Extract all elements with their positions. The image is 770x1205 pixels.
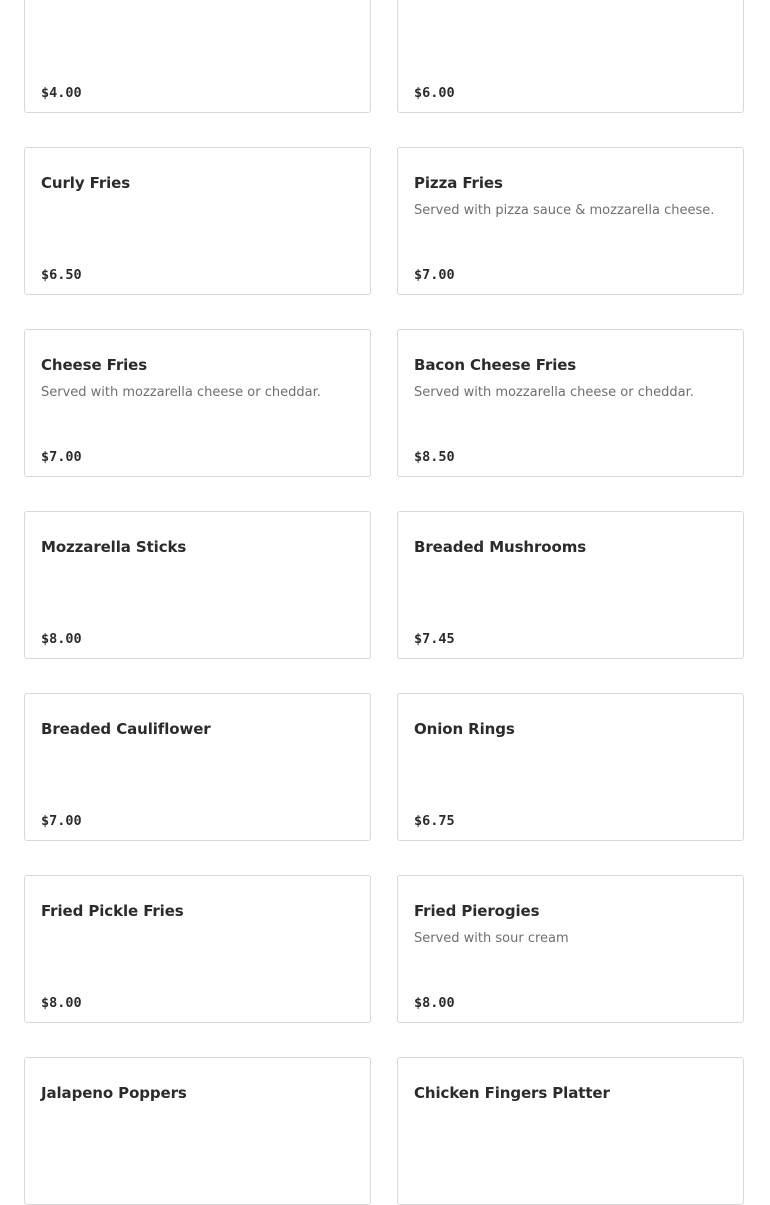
- menu-item-description: Served with sour cream: [414, 931, 569, 946]
- menu-item-card[interactable]: [24, 1057, 371, 1205]
- menu-item-price: $8.00: [41, 631, 82, 647]
- menu-item-name: Pizza Fries: [414, 174, 503, 192]
- menu-item-card[interactable]: [397, 1057, 744, 1205]
- menu-item-name: Breaded Mushrooms: [414, 538, 587, 556]
- menu-item-name: Mozzarella Sticks: [41, 538, 187, 556]
- menu-item-card[interactable]: [397, 329, 744, 477]
- menu-item-price: $6.00: [414, 85, 455, 101]
- menu-item-name: Jalapeno Poppers: [41, 1084, 187, 1102]
- menu-item-description: Served with mozzarella cheese or cheddar.: [41, 385, 321, 400]
- menu-item-description: Served with mozzarella cheese or cheddar.: [414, 385, 694, 400]
- menu-item-card[interactable]: [24, 693, 371, 841]
- menu-item-card[interactable]: [24, 0, 371, 113]
- menu-item-card[interactable]: [24, 511, 371, 659]
- menu-item-name: Curly Fries: [41, 174, 131, 192]
- menu-item-card[interactable]: [397, 693, 744, 841]
- menu-item-card[interactable]: [24, 329, 371, 477]
- menu-item-description: Served with pizza sauce & mozzarella cheese.: [414, 203, 715, 218]
- menu-item-price: $8.50: [414, 449, 455, 465]
- menu-item-price: $4.00: [41, 85, 82, 101]
- menu-item-name: Fried Pickle Fries: [41, 902, 184, 920]
- menu-item-price: $8.00: [414, 995, 455, 1011]
- menu-item-card[interactable]: [397, 875, 744, 1023]
- menu-item-card[interactable]: [24, 875, 371, 1023]
- menu-item-price: $8.00: [41, 995, 82, 1011]
- menu-item-name: Chicken Fingers Platter: [414, 1084, 610, 1102]
- menu-item-card[interactable]: [24, 147, 371, 295]
- menu-item-name: Onion Rings: [414, 720, 515, 738]
- menu-item-card[interactable]: [397, 0, 744, 113]
- menu-item-price: $7.00: [414, 267, 455, 283]
- menu-item-price: $6.75: [414, 813, 455, 829]
- menu-item-name: Bacon Cheese Fries: [414, 356, 577, 374]
- menu-item-name: Breaded Cauliflower: [41, 720, 211, 738]
- menu-item-price: $7.00: [41, 813, 82, 829]
- menu-item-card[interactable]: [397, 147, 744, 295]
- menu-item-price: $6.50: [41, 267, 82, 283]
- menu-item-card[interactable]: [397, 511, 744, 659]
- menu-item-name: Fried Pierogies: [414, 902, 540, 920]
- menu-item-price: $7.45: [414, 631, 455, 647]
- menu-item-name: Cheese Fries: [41, 356, 148, 374]
- menu-item-price: $7.00: [41, 449, 82, 465]
